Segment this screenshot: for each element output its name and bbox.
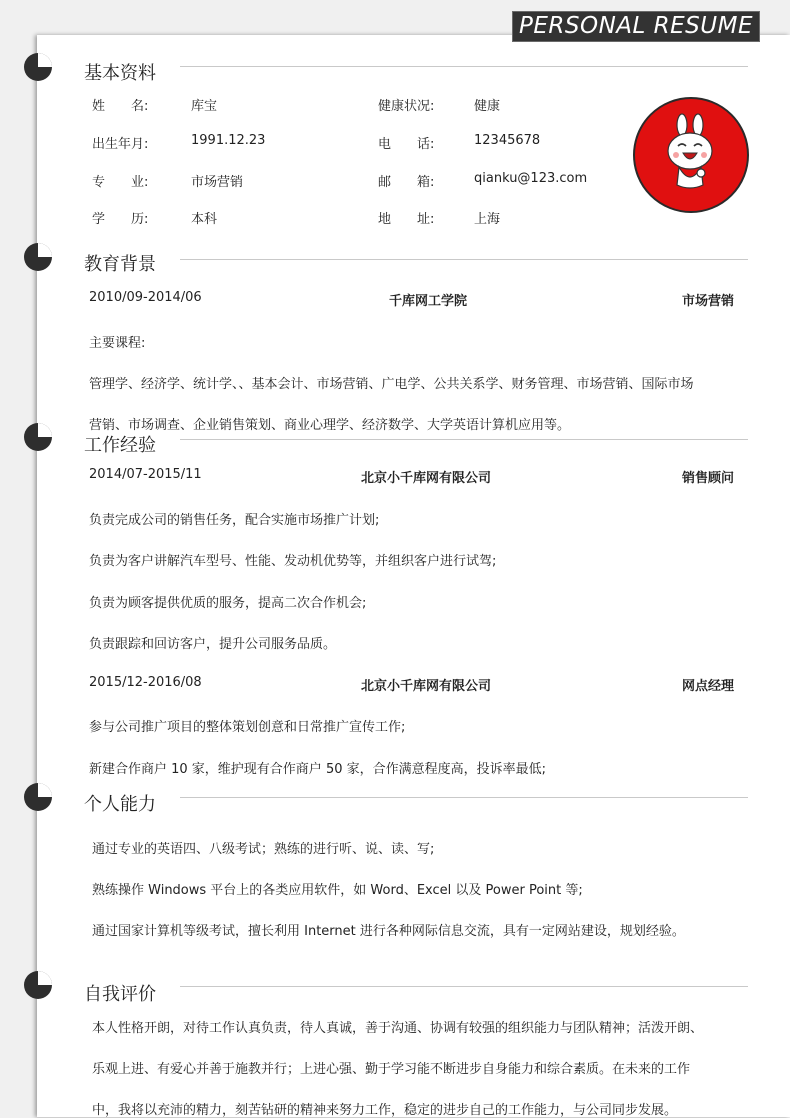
phone-value: 12345678 bbox=[474, 133, 541, 148]
work-role: 销售顾问 bbox=[682, 471, 735, 486]
work-duty: 参与公司推广项目的整体策划创意和日常推广宣传工作; bbox=[89, 720, 406, 735]
section-divider bbox=[180, 66, 748, 67]
degree-value: 本科 bbox=[191, 212, 218, 227]
self-eval-line: 乐观上进、有爱心并善于施教并行；上进心强、勤于学习能不断进步自身能力和综合素质。在未来的工作 bbox=[92, 1062, 691, 1077]
name-label: 姓 名: bbox=[92, 99, 149, 114]
work-duty: 负责完成公司的销售任务，配合实施市场推广计划; bbox=[89, 513, 380, 528]
major-value: 市场营销 bbox=[191, 175, 244, 190]
section-title-work: 工作经验 bbox=[84, 435, 156, 456]
ability-item: 通过专业的英语四、八级考试；熟练的进行听、说、读、写; bbox=[92, 842, 435, 857]
section-marker-icon bbox=[24, 783, 52, 811]
courses-line: 管理学、经济学、统计学、、基本会计、市场营销、广电学、公共关系学、财务管理、市场营销、国际市场 bbox=[89, 377, 694, 392]
resume-banner: PERSONAL RESUME bbox=[512, 11, 760, 42]
work-duty: 新建合作商户 10 家，维护现有合作商户 50 家，合作满意程度高，投诉率最低; bbox=[89, 762, 546, 777]
work-company: 北京小千库网有限公司 bbox=[361, 471, 492, 486]
work-duty: 负责为顾客提供优质的服务，提高二次合作机会; bbox=[89, 596, 367, 611]
section-marker-icon bbox=[24, 53, 52, 81]
courses-label: 主要课程: bbox=[89, 336, 146, 351]
section-title-education: 教育背景 bbox=[84, 254, 156, 275]
section-divider bbox=[180, 259, 748, 260]
cartoon-rabbit-avatar-icon bbox=[633, 97, 749, 213]
ability-item: 通过国家计算机等级考试，擅长利用 Internet 进行各种网际信息交流，具有一定网站建设，规划经验。 bbox=[92, 924, 685, 939]
email-label: 邮 箱: bbox=[378, 175, 435, 190]
major-label: 专 业: bbox=[92, 175, 149, 190]
work-role: 网点经理 bbox=[682, 679, 735, 694]
work-company: 北京小千库网有限公司 bbox=[361, 679, 492, 694]
birth-value: 1991.12.23 bbox=[191, 133, 266, 148]
work-duty: 负责跟踪和回访客户，提升公司服务品质。 bbox=[89, 637, 337, 652]
phone-label: 电 话: bbox=[378, 137, 435, 152]
name-value: 库宝 bbox=[191, 99, 218, 114]
education-period: 2010/09-2014/06 bbox=[89, 290, 202, 305]
section-title-self: 自我评价 bbox=[84, 984, 156, 1005]
health-label: 健康状况: bbox=[378, 99, 435, 114]
email-value: qianku@123.com bbox=[474, 171, 588, 186]
degree-label: 学 历: bbox=[92, 212, 149, 227]
ability-item: 熟练操作 Windows 平台上的各类应用软件，如 Word、Excel 以及 Power Point 等; bbox=[92, 883, 583, 898]
birth-label: 出生年月: bbox=[92, 137, 149, 152]
section-divider bbox=[180, 797, 748, 798]
address-value: 上海 bbox=[474, 212, 501, 227]
education-school: 千库网工学院 bbox=[389, 294, 468, 309]
health-value: 健康 bbox=[474, 99, 501, 114]
courses-line: 营销、市场调查、企业销售策划、商业心理学、经济数学、大学英语计算机应用等。 bbox=[89, 418, 571, 433]
work-duty: 负责为客户讲解汽车型号、性能、发动机优势等，并组织客户进行试驾; bbox=[89, 554, 497, 569]
education-major: 市场营销 bbox=[682, 294, 735, 309]
self-eval-line: 本人性格开朗，对待工作认真负责，待人真诚，善于沟通、协调有较强的组织能力与团队精神；活泼开朗、 bbox=[92, 1021, 704, 1036]
work-period: 2014/07-2015/11 bbox=[89, 467, 202, 482]
self-eval-line: 中，我将以充沛的精力，刻苦钻研的精神来努力工作，稳定的进步自己的工作能力，与公司同步发展。 bbox=[92, 1103, 678, 1118]
section-divider bbox=[180, 439, 748, 440]
rabbit-icon bbox=[635, 99, 747, 211]
work-period: 2015/12-2016/08 bbox=[89, 675, 202, 690]
section-title-ability: 个人能力 bbox=[84, 794, 156, 815]
section-title-basic: 基本资料 bbox=[84, 63, 156, 84]
section-marker-icon bbox=[24, 423, 52, 451]
section-marker-icon bbox=[24, 971, 52, 999]
section-divider bbox=[180, 986, 748, 987]
section-marker-icon bbox=[24, 243, 52, 271]
address-label: 地 址: bbox=[378, 212, 435, 227]
